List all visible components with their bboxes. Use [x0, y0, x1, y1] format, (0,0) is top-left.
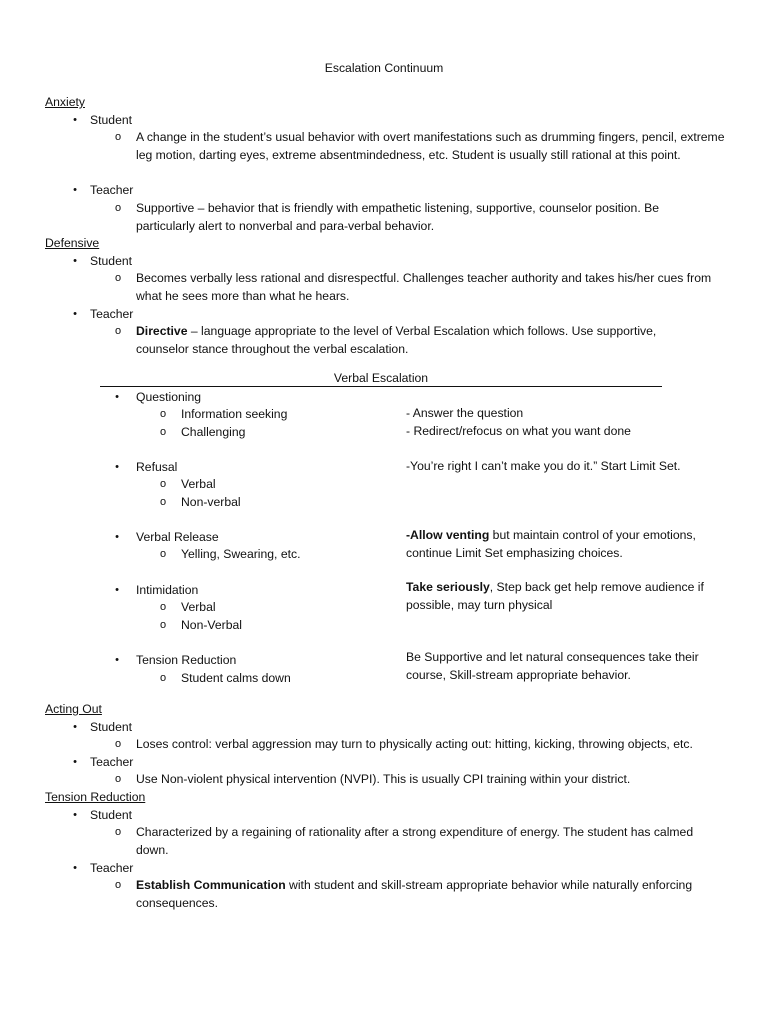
sub-bullet: o — [115, 773, 122, 785]
defensive-student-label: Student — [90, 254, 133, 268]
tension-reduction-student-label: Student — [90, 808, 133, 822]
anxiety-student-label: Student — [90, 113, 133, 127]
defensive-teacher-rest: – language appropriate to the level of Verbal Escalation which follows. Use supportive, counselor stance throughout the verbal escalation. — [136, 324, 657, 356]
defensive-teacher-text — [136, 323, 696, 358]
anxiety-teacher-text: Supportive – behavior that is friendly with empathetic listening, supportive, counselor position. Be particularly alert to nonverbal and para-verbal behavior. — [136, 201, 659, 233]
intimidation-label: Intimidation — [136, 583, 199, 597]
refusal-label: Refusal — [136, 460, 178, 474]
sub-bullet: o — [115, 272, 122, 284]
acting-out-student-text: Loses control: verbal aggression may turn to physically acting out: hitting, kicking, throwing objects, etc. — [136, 737, 693, 751]
sub-bullet: o — [160, 672, 167, 684]
bullet: • — [115, 461, 119, 473]
sub-bullet: o — [115, 131, 122, 143]
anxiety-student-text: A change in the student’s usual behavior with overt manifestations such as drumming fingers, pencil, extreme leg motion, darting eyes, extreme absentmindedness, etc. Student is usually still rational at this point. — [136, 130, 725, 162]
bullet: • — [115, 391, 119, 403]
section-heading-anxiety: Anxiety — [45, 95, 85, 109]
bullet: • — [73, 308, 77, 320]
bullet: • — [115, 654, 119, 666]
bullet: • — [73, 756, 77, 768]
questioning-label: Questioning — [136, 390, 202, 404]
tension-reduction-teacher-bold: Establish Communication — [136, 878, 286, 892]
sub-bullet: o — [160, 496, 167, 508]
tension-reduction-student-text: Characterized by a regaining of rationality after a strong expenditure of energy. The student has calmed down. — [136, 825, 694, 857]
tension-reduction-teacher-label: Teacher — [90, 861, 134, 875]
verbal-escalation-heading: Verbal Escalation — [333, 371, 429, 385]
bullet: • — [73, 184, 77, 196]
verbal-release-response-bold: -Allow venting — [406, 528, 490, 542]
section-heading-tension-reduction: Tension Reduction — [45, 790, 146, 804]
acting-out-teacher-text: Use Non-violent physical intervention (NVPI). This is usually CPI training within your district. — [136, 772, 631, 786]
sub-bullet: o — [115, 325, 122, 337]
questioning-sub-1: Information seeking — [181, 407, 288, 421]
acting-out-teacher-label: Teacher — [90, 755, 134, 769]
verbal-release-label: Verbal Release — [136, 530, 219, 544]
bullet: • — [73, 721, 77, 733]
sub-bullet: o — [160, 426, 167, 438]
defensive-student-text: Becomes verbally less rational and disrespectful. Challenges teacher authority and takes his/her cues from what he sees more than what he hears. — [136, 271, 712, 303]
refusal-sub-1: Verbal — [181, 477, 216, 491]
intimidation-response — [406, 578, 726, 614]
refusal-response: -You’re right I can’t make you do it.” Start Limit Set. — [406, 459, 681, 473]
refusal-sub-2: Non-verbal — [181, 495, 241, 509]
sub-bullet: o — [115, 879, 122, 891]
section-heading-defensive: Defensive — [45, 236, 100, 250]
questioning-response-2: - Redirect/refocus on what you want done — [406, 424, 631, 438]
ve-tension-reduction-sub-1: Student calms down — [181, 671, 291, 685]
tension-reduction-teacher-rest: with student and skill-stream appropriate behavior while naturally enforcing consequences. — [136, 878, 693, 910]
acting-out-student-label: Student — [90, 720, 133, 734]
sub-bullet: o — [115, 826, 122, 838]
ve-tension-reduction-response: Be Supportive and let natural consequences take their course, Skill-stream appropriate behavior. — [406, 650, 699, 682]
intimidation-response-rest: , Step back get help remove audience if possible, may turn physical — [406, 580, 704, 612]
sub-bullet: o — [160, 548, 167, 560]
verbal-release-sub-1: Yelling, Swearing, etc. — [181, 547, 301, 561]
anxiety-teacher-label: Teacher — [90, 183, 134, 197]
section-heading-acting-out: Acting Out — [45, 702, 102, 716]
defensive-teacher-bold: Directive — [136, 324, 188, 338]
sub-bullet: o — [160, 601, 167, 613]
tension-reduction-teacher-text — [136, 877, 726, 912]
intimidation-sub-1: Verbal — [181, 600, 216, 614]
ve-tension-reduction-label: Tension Reduction — [136, 653, 237, 667]
intimidation-response-bold: Take seriously — [406, 580, 490, 594]
bullet: • — [73, 809, 77, 821]
bullet: • — [115, 584, 119, 596]
bullet: • — [73, 862, 77, 874]
sub-bullet: o — [160, 619, 167, 631]
bullet: • — [73, 255, 77, 267]
sub-bullet: o — [115, 202, 122, 214]
verbal-release-response — [406, 526, 726, 562]
questioning-response-1: - Answer the question — [406, 406, 524, 420]
bullet: • — [73, 114, 77, 126]
defensive-teacher-label: Teacher — [90, 307, 134, 321]
sub-bullet: o — [160, 478, 167, 490]
document-title: Escalation Continuum — [324, 61, 444, 75]
sub-bullet: o — [115, 738, 122, 750]
questioning-sub-2: Challenging — [181, 425, 246, 439]
sub-bullet: o — [160, 408, 167, 420]
bullet: • — [115, 531, 119, 543]
verbal-escalation-rule — [100, 386, 662, 387]
intimidation-sub-2: Non-Verbal — [181, 618, 242, 632]
verbal-release-response-rest: but maintain control of your emotions, continue Limit Set emphasizing choices. — [406, 528, 696, 560]
